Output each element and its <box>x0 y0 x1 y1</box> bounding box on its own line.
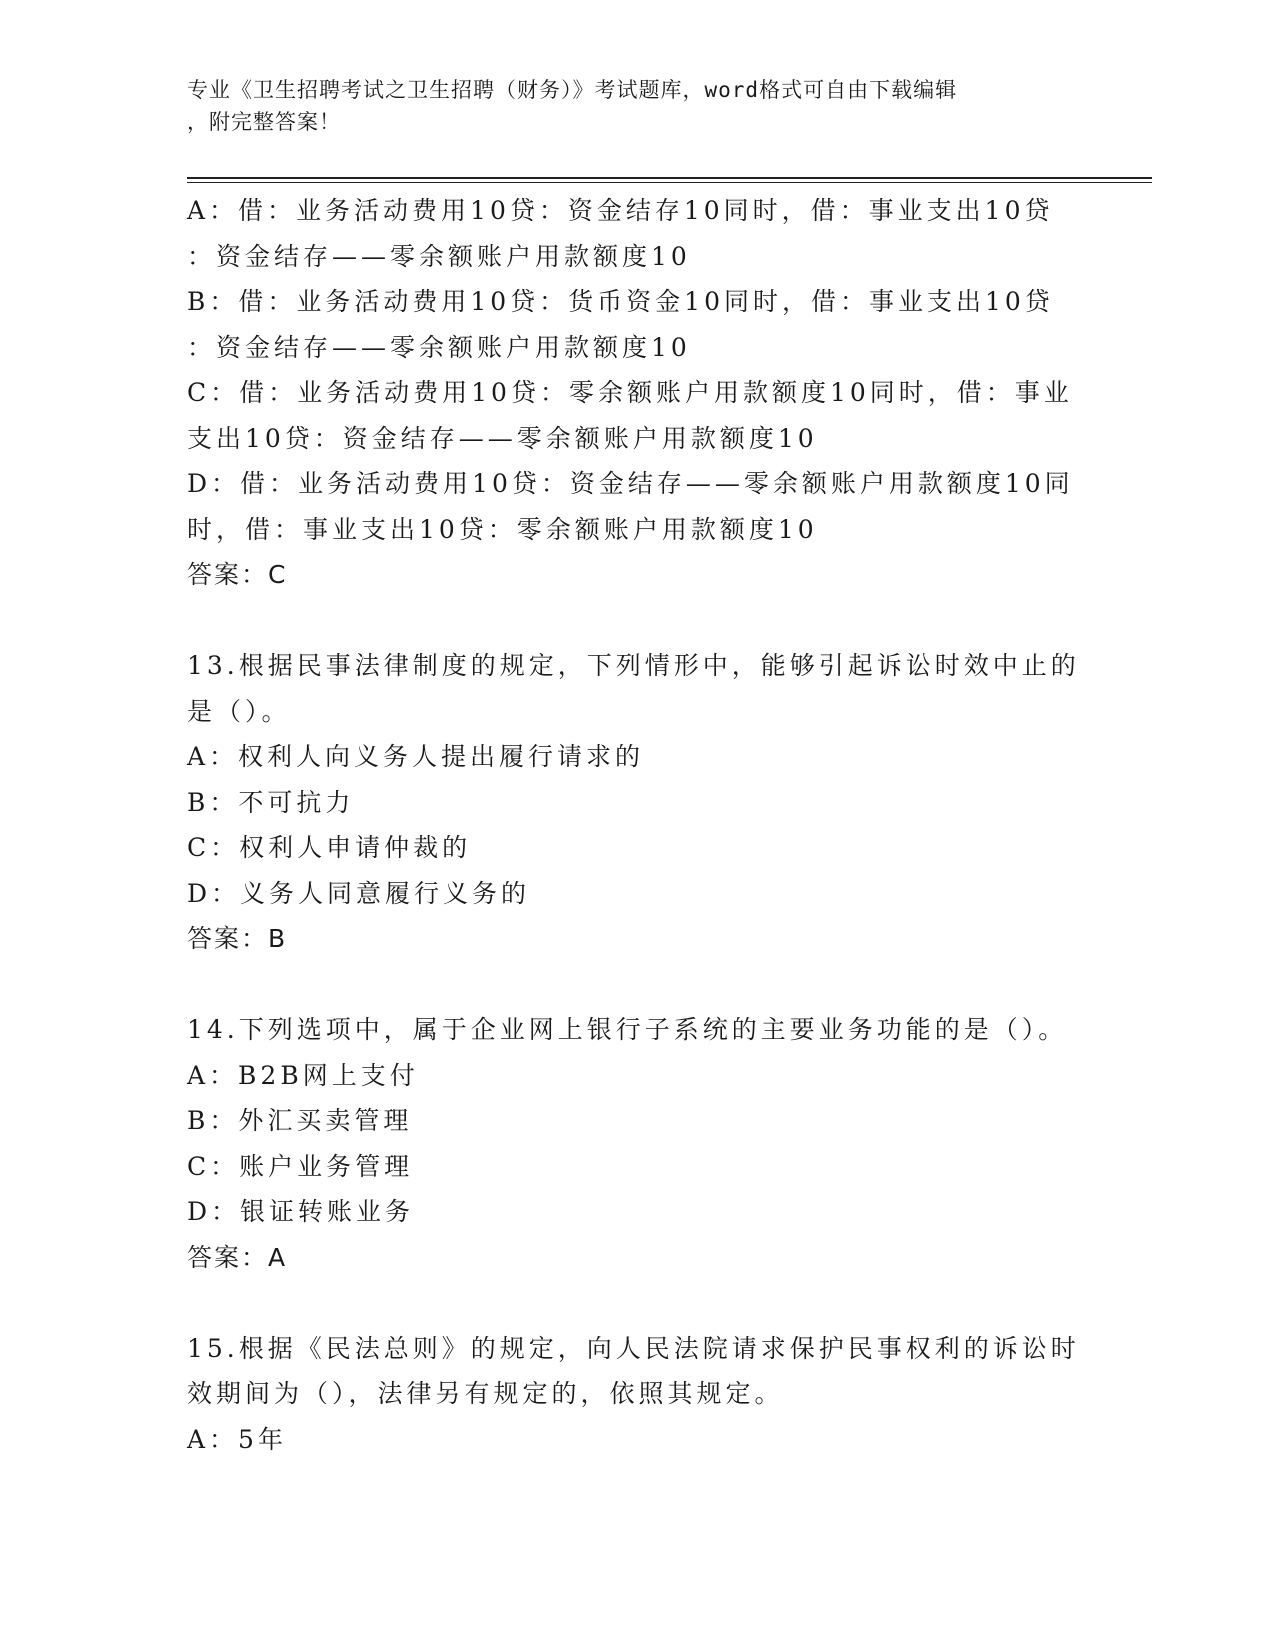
answer-12: 答案：C <box>187 560 288 589</box>
option-a-line-1: A：借：业务活动费用10贷：资金结存10同时，借：事业支出10贷 <box>187 196 1054 225</box>
question-15 <box>187 1326 1080 1463</box>
option-d: D：银证转账业务 <box>187 1197 415 1226</box>
option-a: A：B2B网上支付 <box>187 1060 419 1090</box>
question-15-stem-2: 效期间为（），法律另有规定的，依照其规定。 <box>187 1379 784 1408</box>
option-d-line-1: D：借：业务活动费用10贷：资金结存——零余额账户用款额度10同 <box>187 469 1074 498</box>
option-a-line-2: ：资金结存——零余额账户用款额度10 <box>187 241 691 271</box>
option-b: B：外汇买卖管理 <box>187 1106 413 1135</box>
option-c-line-2: 支出10贷：资金结存——零余额账户用款额度10 <box>187 423 818 453</box>
option-c: C：权利人申请仲裁的 <box>187 833 472 862</box>
answer-13: 答案：B <box>187 924 288 953</box>
option-c: C：账户业务管理 <box>187 1151 414 1181</box>
option-b-line-1: B：借：业务活动费用10贷：货币资金10同时，借：事业支出10贷 <box>187 287 1054 316</box>
answer-14: 答案：A <box>187 1242 288 1272</box>
header-rule-thin <box>187 182 1152 183</box>
question-14-stem-1: 14.下列选项中，属于企业网上银行子系统的主要业务功能的是（）。 <box>187 1015 1068 1044</box>
option-b: B：不可抗力 <box>187 787 355 817</box>
question-13 <box>187 643 1080 962</box>
option-d-line-2: 时，借：事业支出10贷：零余额账户用款额度10 <box>187 514 818 544</box>
header-rule-thick <box>187 177 1152 179</box>
header-line-1: 专业《卫生招聘考试之卫生招聘（财务）》考试题库，word格式可自由下载编辑 <box>187 78 958 102</box>
option-c-line-1: C：借：业务活动费用10贷：零余额账户用款额度10同时，借：事业 <box>187 378 1073 407</box>
option-b-line-2: ：资金结存——零余额账户用款额度10 <box>187 332 691 362</box>
option-d: D：义务人同意履行义务的 <box>187 878 531 908</box>
spacer <box>187 598 1067 644</box>
option-a: A：权利人向义务人提出履行请求的 <box>187 742 645 771</box>
document-header <box>187 74 1067 138</box>
question-13-stem-2: 是（）。 <box>187 696 291 726</box>
spacer <box>187 1280 1067 1326</box>
question-14 <box>187 1007 1067 1280</box>
option-a: A：5年 <box>187 1424 287 1454</box>
question-15-stem-1: 15.根据《民法总则》的规定，向人民法院请求保护民事权利的诉讼时 <box>187 1333 1080 1363</box>
header-line-2: ，附完整答案！ <box>187 110 341 134</box>
spacer <box>187 962 1067 1008</box>
question-13-stem-1: 13.根据民事法律制度的规定，下列情形中，能够引起诉讼时效中止的 <box>187 651 1080 680</box>
question-content <box>187 188 1080 1462</box>
question-12-options <box>187 188 1074 598</box>
